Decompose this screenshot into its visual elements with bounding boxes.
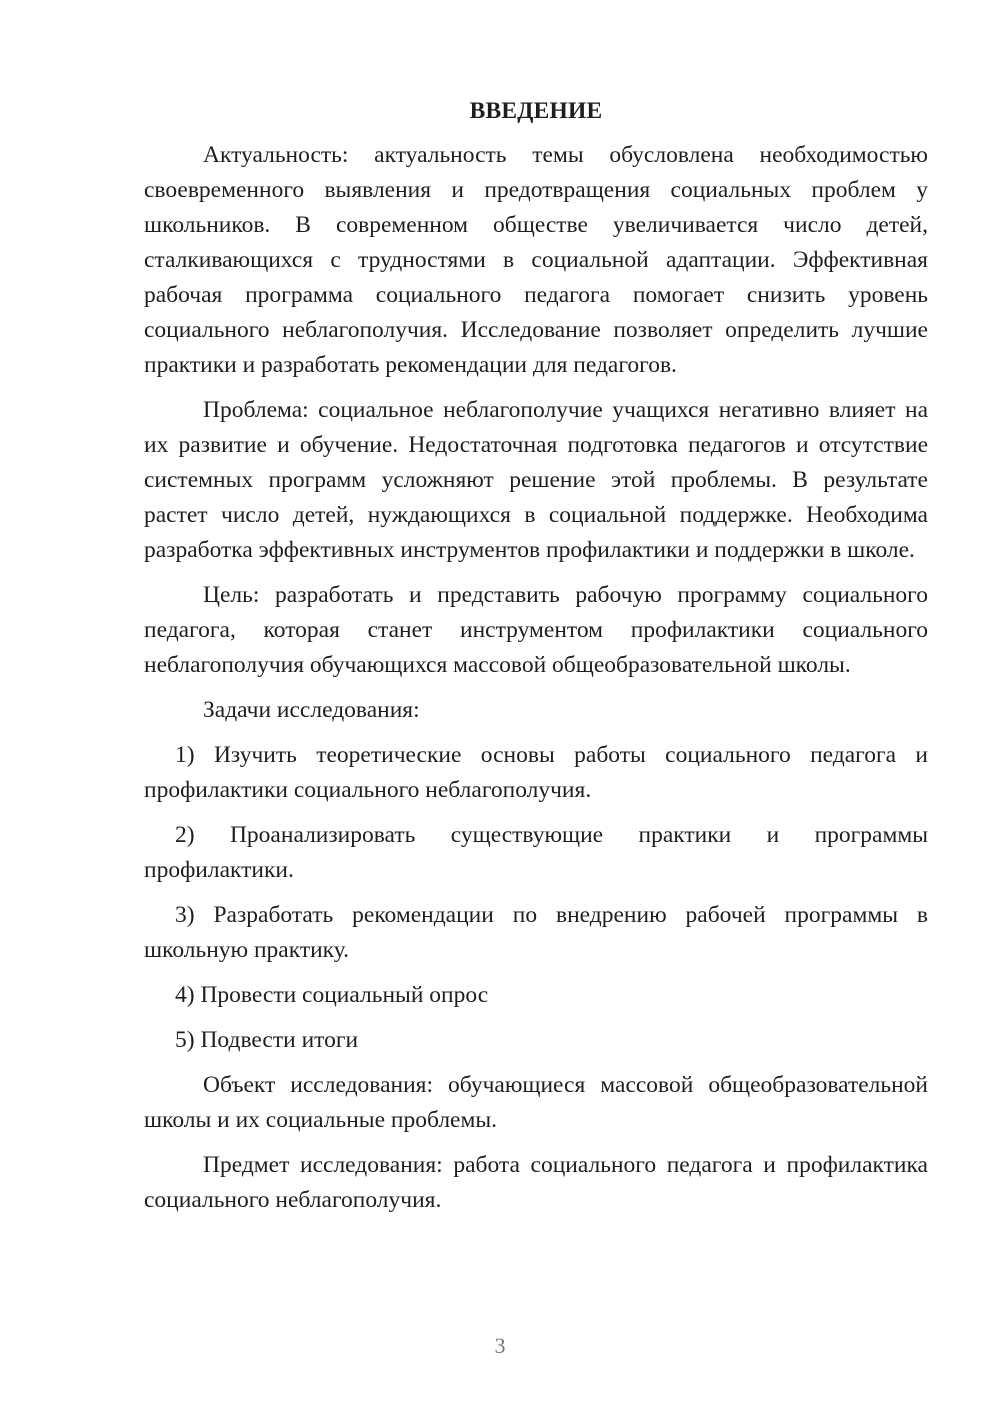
relevance-paragraph: Актуальность: актуальность темы обусловлена необходимостью своевременного выявления и предотвращения социальных проблем у школьников. В современном обществе увеличивается число детей, сталкивающихся с трудностями в социальной адаптации. Эффективная рабочая программа социального педагога помогает снизить уровень социального неблагополучия. Исследование позволяет определить лучшие практики и разработать рекомендации для педагогов. <box>144 142 928 378</box>
tasks-heading: Задачи исследования: <box>203 697 420 723</box>
task-item: 5) Подвести итоги <box>175 1027 359 1053</box>
research-subject-paragraph: Предмет исследования: работа социального педагога и профилактика социального неблагополучия. <box>144 1152 928 1213</box>
research-object-paragraph: Объект исследования: обучающиеся массовой общеобразовательной школы и их социальные проблемы. <box>144 1072 928 1133</box>
task-item: 1) Изучить теоретические основы работы социального педагога и профилактики социального неблагополучия. <box>144 742 928 803</box>
goal-paragraph: Цель: разработать и представить рабочую программу социального педагога, которая станет инструментом профилактики социального неблагополучия обучающихся массовой общеобразовательной школы. <box>144 582 928 678</box>
task-item: 3) Разработать рекомендации по внедрению рабочей программы в школьную практику. <box>144 902 928 963</box>
task-item: 4) Провести социальный опрос <box>175 982 489 1008</box>
page-content <box>144 94 928 1228</box>
page-number: 3 <box>494 1333 506 1358</box>
problem-paragraph: Проблема: социальное неблагополучие учащихся негативно влияет на их развитие и обучение. Недостаточная подготовка педагогов и отсутствие системных программ усложняют решение этой проблемы. В результате растет число детей, нуждающихся в социальной поддержке. Необходима разработка эффективных инструментов профилактики и поддержки в школе. <box>144 397 928 563</box>
task-item: 2) Проанализировать существующие практики и программы профилактики. <box>144 822 928 883</box>
section-heading: ВВЕДЕНИЕ <box>469 98 603 124</box>
tasks-list <box>144 738 928 1058</box>
